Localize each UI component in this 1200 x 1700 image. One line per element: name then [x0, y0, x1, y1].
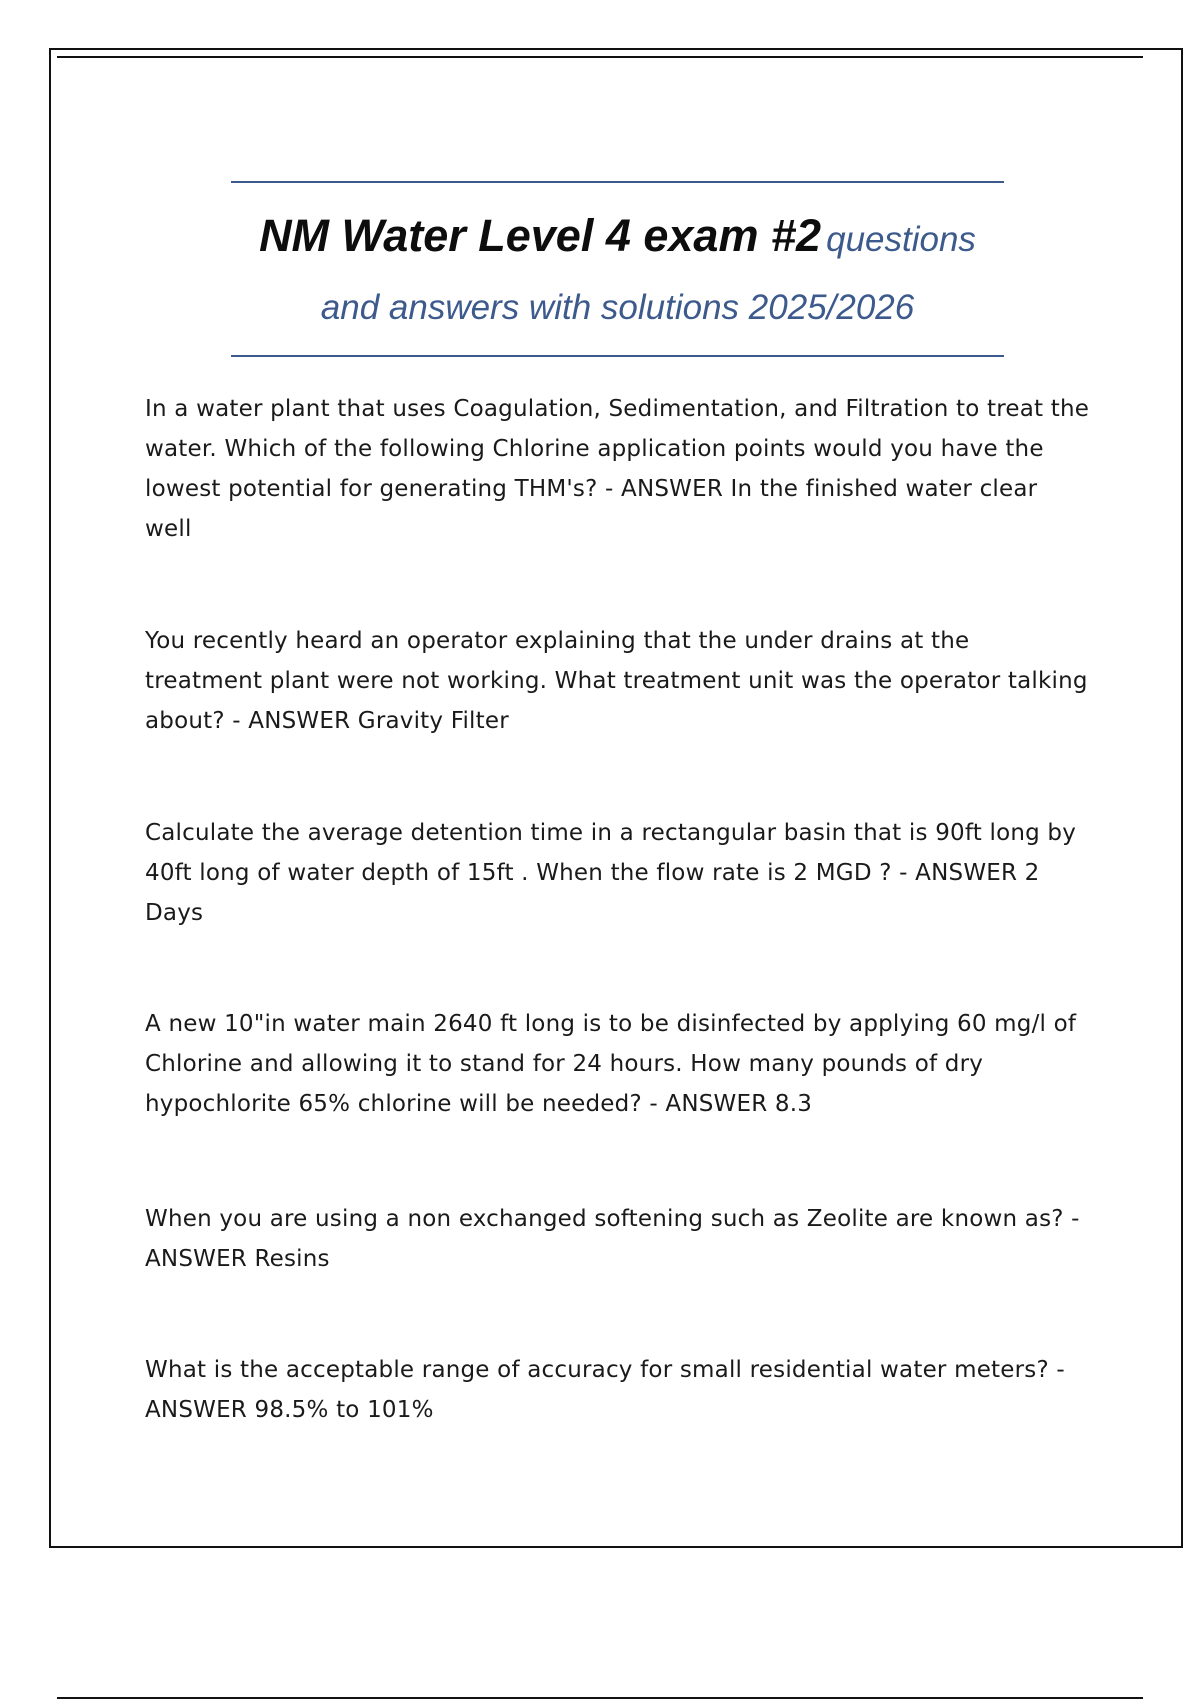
title-line-1	[200, 205, 1035, 277]
title-line-2: and answers with solutions 2025/2026	[320, 288, 915, 327]
qa-item-6: What is the acceptable range of accuracy for small residential water meters? - ANSWER 98.5% to 101%	[145, 1357, 1065, 1423]
qa-item-4: A new 10"in water main 2640 ft long is to be disinfected by applying 60 mg/l of Chlorine and allowing it to stand for 24 hours. How many pounds of dry hypochlorite 65% chlorine will be needed? - ANSWER 8.3	[145, 1011, 1077, 1117]
qa-item-5: When you are using a non exchanged softening such as Zeolite are known as? - ANSWER Resins	[145, 1206, 1080, 1272]
title-sub: questions	[826, 220, 976, 259]
title-rule-top	[231, 181, 1004, 183]
bottom-rule	[57, 1697, 1143, 1699]
qa-item-3: Calculate the average detention time in a rectangular basin that is 90ft long by 40ft long of water depth of 15ft . When the flow rate is 2 MGD ? - ANSWER 2 Days	[145, 820, 1077, 926]
title-main: NM Water Level 4 exam #2	[259, 210, 822, 261]
qa-item-1: In a water plant that uses Coagulation, Sedimentation, and Filtration to treat the water. Which of the following Chlorine application points would you have the lowest potential for generating THM's? - ANSWER In the finished water clear well	[145, 396, 1090, 542]
title-rule-bottom	[231, 355, 1004, 357]
document-title	[200, 205, 1035, 339]
qa-item-2: You recently heard an operator explaining that the under drains at the treatment plant were not working. What treatment unit was the operator talking about? - ANSWER Gravity Filter	[145, 628, 1088, 734]
